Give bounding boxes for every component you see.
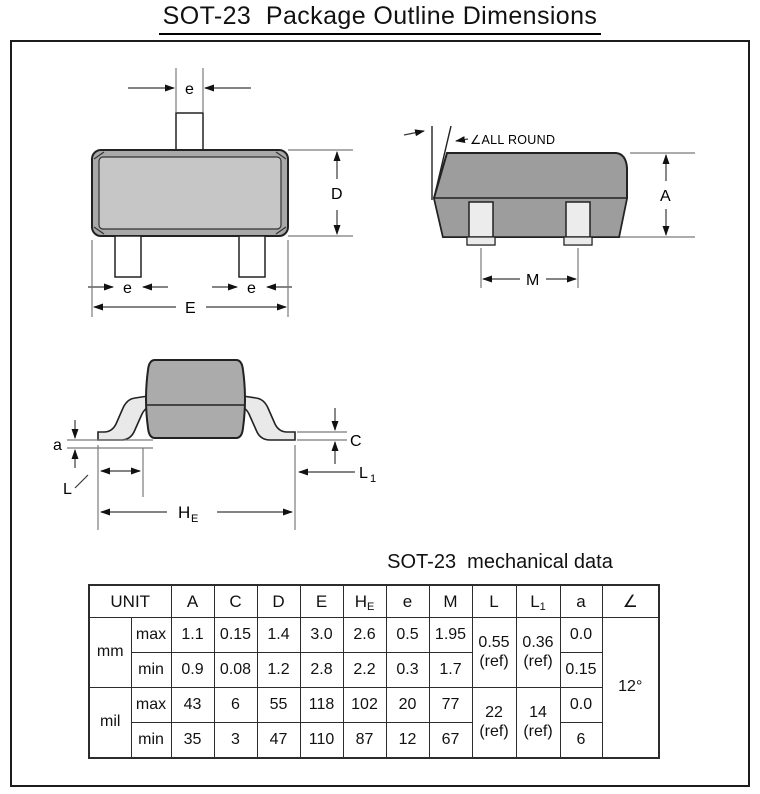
cell: 2.6	[343, 618, 386, 653]
cell: 0.08	[214, 653, 257, 688]
dim-label-E: E	[185, 300, 196, 317]
cell: 0.9	[171, 653, 214, 688]
table-caption: SOT-23 mechanical data	[387, 551, 613, 573]
header-A: A	[171, 585, 214, 618]
side-body-front	[434, 198, 627, 237]
side-pin-right-tab2	[564, 237, 592, 245]
cell: 2.8	[300, 653, 343, 688]
cell: 67	[429, 723, 472, 759]
cell: 102	[343, 688, 386, 723]
cell: 0.0	[560, 618, 602, 653]
header-L: L	[472, 585, 516, 618]
cell: 2.2	[343, 653, 386, 688]
cell: 6	[560, 723, 602, 759]
top-view-drawing	[48, 55, 370, 327]
front-view-drawing	[45, 342, 390, 542]
cell-angle: 12°	[602, 618, 659, 759]
front-body	[146, 360, 245, 438]
limit-min: min	[131, 653, 171, 688]
dim-HE	[101, 445, 295, 530]
cell-mil-L: 22 (ref)	[472, 688, 516, 759]
dim-L1	[299, 465, 376, 485]
cell-mil-L1: 14 (ref)	[516, 688, 560, 759]
dim-label-L1-sub: 1	[370, 473, 377, 485]
header-D: D	[257, 585, 300, 618]
dim-e-top	[128, 68, 251, 112]
dim-A	[620, 153, 695, 237]
row-mm-min	[89, 653, 659, 688]
top-pin	[176, 113, 203, 150]
header-unit: UNIT	[89, 585, 171, 618]
cell: 1.1	[171, 618, 214, 653]
cell: 1.4	[257, 618, 300, 653]
cell: 1.2	[257, 653, 300, 688]
cell-mm-L1: 0.36 (ref)	[516, 618, 560, 688]
header-C: C	[214, 585, 257, 618]
cell: 0.0	[560, 688, 602, 723]
header-L1: $L_1$	[516, 585, 560, 618]
cell: 12	[386, 723, 429, 759]
page-title: SOT-23 Package Outline Dimensions	[0, 2, 760, 35]
dim-label-L1: L	[359, 465, 368, 482]
dim-C	[297, 408, 362, 464]
cell: 47	[257, 723, 300, 759]
dim-label-e-top: e	[185, 81, 194, 98]
dim-label-HE-sub: E	[191, 513, 199, 525]
dim-label-a: a	[53, 437, 62, 454]
cell-mm-L: 0.55 (ref)	[472, 618, 516, 688]
dim-label-HE: H	[178, 503, 191, 522]
header-E: E	[300, 585, 343, 618]
side-pin-left-tab2	[467, 237, 495, 245]
cell: 6	[214, 688, 257, 723]
mechanical-data-table	[88, 584, 660, 759]
dim-label-C: C	[350, 433, 362, 450]
cell: 0.3	[386, 653, 429, 688]
row-mm-max	[89, 618, 659, 653]
header-HE: $H_E$	[343, 585, 386, 618]
package-body-inner	[99, 157, 281, 229]
row-mil-max	[89, 688, 659, 723]
header-a: a	[560, 585, 602, 618]
cell: 0.15	[560, 653, 602, 688]
cell: 0.5	[386, 618, 429, 653]
dim-e-bottom-left	[88, 280, 168, 297]
cell: 110	[300, 723, 343, 759]
row-mil-min	[89, 723, 659, 759]
bottom-pin-left	[115, 236, 141, 277]
dim-D	[288, 150, 353, 236]
dim-label-e-right: e	[247, 280, 256, 297]
cell: 35	[171, 723, 214, 759]
cell: 43	[171, 688, 214, 723]
side-view-drawing	[398, 108, 718, 293]
header-M: M	[429, 585, 472, 618]
limit-max: max	[131, 688, 171, 723]
cell: 87	[343, 723, 386, 759]
dim-label-A: A	[660, 188, 671, 205]
dim-label-D: D	[331, 186, 343, 203]
cell: 118	[300, 688, 343, 723]
dim-M	[481, 248, 578, 289]
bottom-pin-right	[239, 236, 265, 277]
unit-mm: mm	[89, 618, 131, 688]
limit-max: max	[131, 618, 171, 653]
dim-label-L: L	[63, 481, 72, 498]
cell: 3.0	[300, 618, 343, 653]
cell: 1.95	[429, 618, 472, 653]
dim-label-M: M	[526, 272, 540, 289]
cell: 1.7	[429, 653, 472, 688]
cell: 20	[386, 688, 429, 723]
header-e: e	[386, 585, 429, 618]
side-pin-left-front	[469, 202, 493, 237]
dim-label-e-left: e	[123, 280, 132, 297]
side-pin-right-front	[566, 202, 590, 237]
unit-mil: mil	[89, 688, 131, 759]
header-angle: ∠	[602, 585, 659, 618]
cell: 0.15	[214, 618, 257, 653]
dim-e-bottom-right	[212, 280, 292, 297]
header-row	[89, 585, 659, 618]
cell: 3	[214, 723, 257, 759]
cell: 55	[257, 688, 300, 723]
limit-min: min	[131, 723, 171, 759]
all-round-label: ∠ALL ROUND	[470, 133, 556, 147]
cell: 77	[429, 688, 472, 723]
dim-a	[53, 420, 153, 468]
